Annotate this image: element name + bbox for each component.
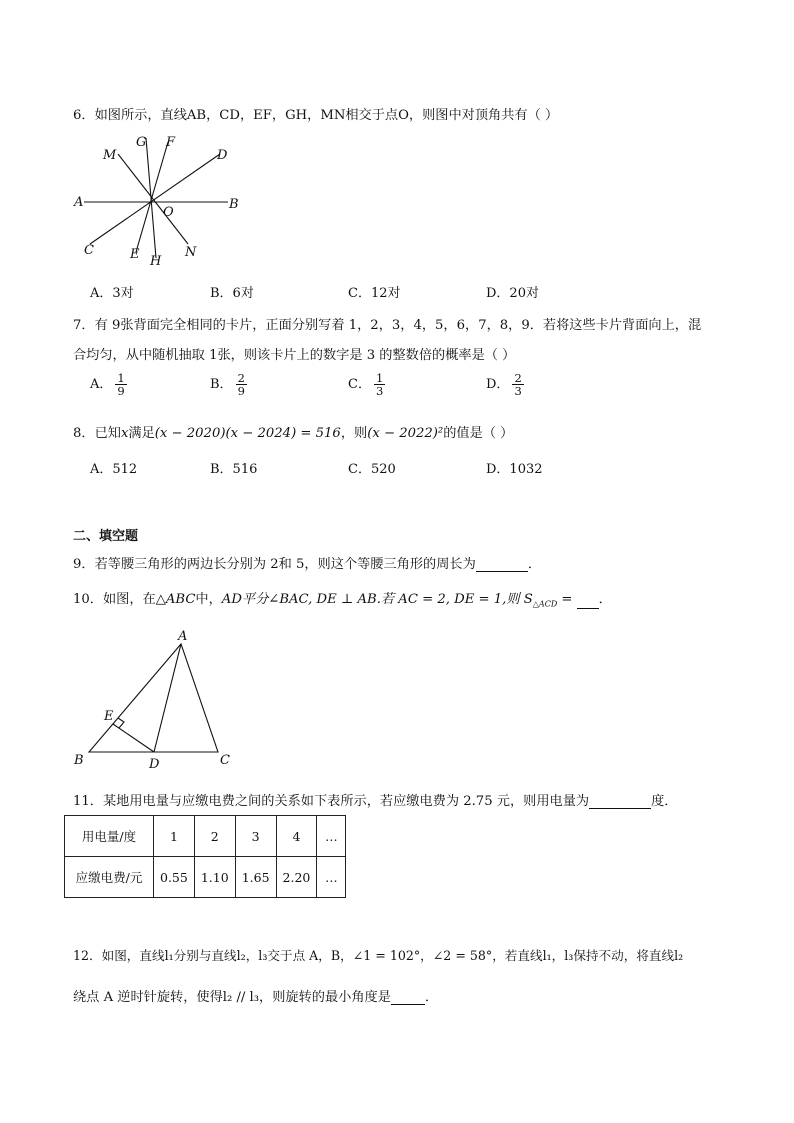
section-title-fill-blank: 二、填空题 (73, 529, 139, 544)
q11-answer-blank[interactable] (589, 795, 651, 809)
table-cell: 0.55 (154, 857, 195, 898)
label-c: C (84, 243, 94, 258)
table-row (65, 816, 346, 857)
question-8-text: 8．已知x满足(x − 2020)(x − 2024) = 516，则(x − 2022)²的值是（ ） (73, 426, 514, 441)
table-cell: … (317, 857, 346, 898)
q8-option-c[interactable]: C．520 (348, 462, 396, 477)
q6-option-c[interactable]: C．12对 (348, 286, 401, 301)
line-gh (146, 138, 156, 258)
question-7-text-2: 合均匀，从中随机抽取 1张，则该卡片上的数字是 3 的整数倍的概率是（ ） (73, 348, 516, 363)
label-a: A (178, 629, 188, 644)
table-cell: … (317, 816, 346, 857)
table-cell: 2 (194, 816, 235, 857)
table-cell: 1.10 (194, 857, 235, 898)
label-a: A (74, 195, 84, 210)
table-header-usage: 用电量/度 (65, 816, 154, 857)
question-9-text: 9．若等腰三角形的两边长分别为 2和 5，则这个等腰三角形的周长为 ． (73, 557, 541, 572)
label-d: D (217, 148, 228, 163)
question-11-text: 11．某地用电量与应缴电费之间的关系如下表所示，若应缴电费为 2.75 元，则用电量为 度． (73, 794, 678, 809)
q6-option-a[interactable]: A．3对 (90, 286, 134, 301)
label-b: B (74, 753, 84, 768)
q8-equation: (x − 2020)(x − 2024) = 516 (154, 426, 341, 441)
label-g: G (136, 135, 147, 150)
electricity-table (64, 815, 346, 898)
label-f: F (166, 135, 176, 150)
label-c: C (220, 753, 230, 768)
q6-option-b[interactable]: B．6对 (210, 286, 254, 301)
table-header-fee: 应缴电费/元 (65, 857, 154, 898)
q6-figure (70, 128, 250, 273)
table-cell: 3 (235, 816, 276, 857)
question-12-text-1: 12．如图，直线l₁分别与直线l₂，l₃交于点 A，B，∠1 = 102°，∠2 = 58°，若直线l₁，l₃保持不动，将直线l₂ (73, 948, 684, 963)
q9-answer-blank[interactable] (476, 558, 528, 572)
q7-option-c[interactable]: C． $\frac{1}{3}$ (348, 371, 384, 398)
label-m: M (103, 148, 117, 163)
table-cell: 4 (276, 816, 317, 857)
right-angle-mark (118, 718, 124, 728)
table-cell: 1.65 (235, 857, 276, 898)
line-mn (118, 154, 188, 244)
label-b: B (229, 197, 239, 212)
table-cell: 2.20 (276, 857, 317, 898)
label-d: D (149, 757, 160, 772)
label-h: H (150, 254, 162, 269)
q10-answer-blank[interactable] (577, 595, 599, 609)
question-7-text-1: 7．有 9张背面完全相同的卡片，正面分别写着 1，2，3，4，5，6，7，8，9．若将这些卡片背面向上，混 (73, 318, 702, 333)
label-e: E (130, 247, 140, 262)
q12-answer-blank[interactable] (391, 991, 425, 1005)
label-o: O (163, 205, 174, 220)
q7-option-d[interactable]: D． $\frac{2}{3}$ (486, 371, 522, 398)
label-n: N (185, 245, 197, 260)
label-e: E (104, 709, 114, 724)
q8-option-a[interactable]: A．512 (90, 462, 138, 477)
q6-option-d[interactable]: D．20对 (486, 286, 539, 301)
question-6-text: 6．如图所示，直线AB，CD，EF，GH，MN相交于点O，则图中对顶角共有（ ） (73, 108, 559, 123)
q7-option-a[interactable]: A． $\frac{1}{9}$ (90, 371, 125, 398)
q7-option-b[interactable]: B． $\frac{2}{9}$ (210, 371, 245, 398)
q8-expression: (x − 2022)² (367, 426, 444, 441)
q8-option-d[interactable]: D．1032 (486, 462, 543, 477)
line-cd (90, 154, 220, 244)
table-cell: 1 (154, 816, 195, 857)
table-row (65, 857, 346, 898)
segment-de (113, 724, 154, 752)
question-12-text-2: 绕点 A 逆时针旋转，使得l₂ // l₃，则旋转的最小角度是 ． (73, 990, 439, 1005)
triangle-abc (89, 644, 218, 752)
q8-option-b[interactable]: B．516 (210, 462, 258, 477)
q10-triangle-figure (70, 626, 250, 774)
question-10-text: 10．如图，在△ABC中，AD平分∠BAC, DE ⊥ AB.若 AC = 2, DE = 1,则 $S_{\triangle ACD}$ = ． (73, 592, 612, 609)
